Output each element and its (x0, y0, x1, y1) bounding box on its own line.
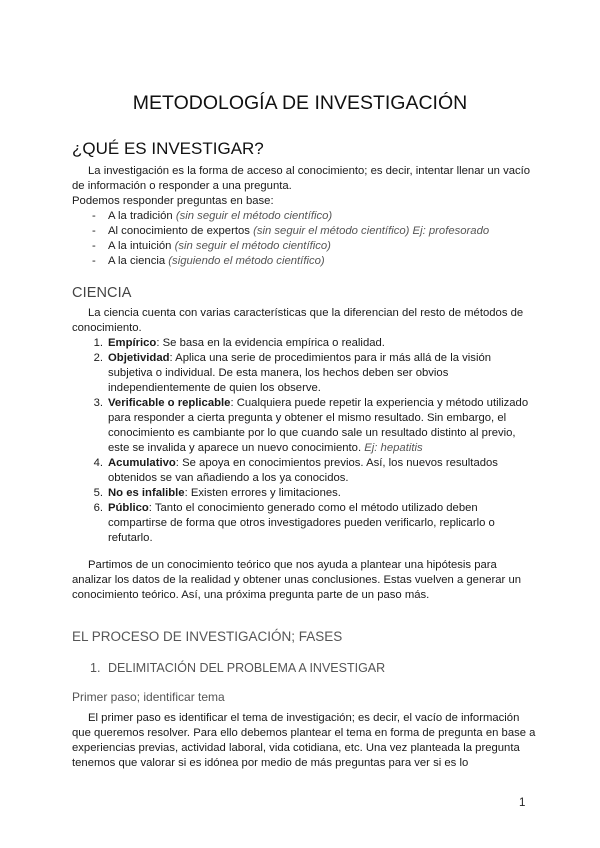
paragraph-line: Partimos de un conocimiento teórico que nos ayuda a plantear una hipótesis para (88, 559, 497, 571)
list-item-note: (sin seguir el método científico) (174, 240, 331, 252)
item-number: 3. (93, 397, 103, 409)
item-text: este se invalida y aparece un nuevo conocimiento. (108, 442, 362, 454)
item-number: 4. (93, 457, 103, 469)
item-number: 6. (93, 502, 103, 514)
step-title: Primer paso; identificar tema (72, 690, 225, 704)
section-heading-que-es-investigar: ¿QUÉ ES INVESTIGAR? (72, 139, 264, 158)
item-number: 5. (93, 487, 103, 499)
paragraph-line: conocimiento teórico. Así, una próxima pregunta parte de un paso más. (72, 589, 430, 601)
paragraph-line: tenemos que valorar si es idónea por medio de más preguntas para ver si es lo (72, 757, 469, 769)
paragraph-line: analizar los datos de la realidad y obtener unas conclusiones. Estas vuelven a generar un (72, 574, 522, 586)
paragraph-line: que queremos resolver. Para ello debemos plantear el tema en forma de pregunta en base a (72, 727, 536, 739)
list-item-text: A la ciencia (108, 255, 166, 267)
bullet-dash: - (92, 255, 96, 267)
item-text: : Se basa en la evidencia empírica o realidad. (156, 337, 385, 349)
item-text: : Existen errores y limitaciones. (184, 487, 341, 499)
item-term: Objetividad (108, 352, 170, 364)
item-text-continuation: refutarlo. (108, 532, 153, 544)
item-term: Empírico (108, 337, 157, 349)
bullet-dash: - (92, 225, 96, 237)
item-term: Acumulativo (108, 457, 176, 469)
item-text: : Tanto el conocimiento generado como el método utilizado deben (148, 502, 478, 514)
item-text: : Aplica una serie de procedimientos para ir más allá de la visión (169, 352, 492, 364)
list-item-note: (sin seguir el método científico) Ej: profesorado (253, 225, 490, 237)
item-text-continuation: obtenidos se van añadiendo a los ya conocidos. (108, 472, 349, 484)
item-note: Ej: hepatitis (364, 442, 423, 454)
item-text-continuation (108, 441, 423, 456)
item-text-continuation: subjetiva o individual. De esta manera, los hechos deben ser obvios (108, 367, 449, 379)
subsection-heading: DELIMITACIÓN DEL PROBLEMA A INVESTIGAR (108, 661, 386, 675)
item-text: : Se apoya en conocimientos previos. Así, los nuevos resultados (175, 457, 498, 469)
paragraph-line: El primer paso es identificar el tema de investigación; es decir, el vacío de información (88, 712, 520, 724)
paragraph-line: La investigación es la forma de acceso al conocimiento; es decir, intentar llenar un vacío (88, 165, 531, 177)
item-term: Público (108, 502, 149, 514)
item-text-continuation: compartirse de forma que otros investigadores pueden verificarlo, replicarlo o (108, 517, 495, 529)
paragraph-line: Podemos responder preguntas en base: (72, 195, 274, 207)
item-text-continuation: para responder a cierta pregunta y obtener el mismo resultado. Sin embargo, el (108, 412, 507, 424)
list-item-note: (siguiendo el método científico) (168, 255, 325, 267)
list-item-text: A la intuición (108, 240, 172, 252)
list-item-text: Al conocimiento de expertos (108, 225, 250, 237)
item-term: No es infalible (108, 487, 185, 499)
document-title: METODOLOGÍA DE INVESTIGACIÓN (132, 92, 468, 114)
paragraph-line: experiencias previas, actividad laboral, vida cotidiana, etc. Una vez planteada la pregunta (72, 742, 520, 754)
item-text: : Cualquiera puede repetir la experiencia y método utilizado (230, 397, 529, 409)
section-heading-ciencia: CIENCIA (72, 285, 132, 301)
item-term: Verificable o replicable (108, 397, 231, 409)
list-item-text: A la tradición (108, 210, 173, 222)
paragraph-line: conocimiento. (72, 322, 142, 334)
paragraph-line: La ciencia cuenta con varias características que la diferencian del resto de métodos de (88, 307, 524, 319)
bullet-dash: - (92, 240, 96, 252)
paragraph-line: de información o responder a una pregunta. (72, 180, 292, 192)
item-number: 1. (93, 337, 103, 349)
subsection-number: 1. (90, 661, 101, 675)
item-number: 2. (93, 352, 103, 364)
bullet-dash: - (92, 210, 96, 222)
list-item-note: (sin seguir el método científico) (175, 210, 333, 222)
page-number: 1 (519, 797, 526, 809)
item-text-continuation: conocimiento es cambiante por lo que cuando sale un resultado distinto al previo, (108, 427, 516, 439)
section-heading-proceso: EL PROCESO DE INVESTIGACIÓN; FASES (72, 629, 343, 644)
item-text-continuation: independientemente de quien los observe. (108, 382, 321, 394)
